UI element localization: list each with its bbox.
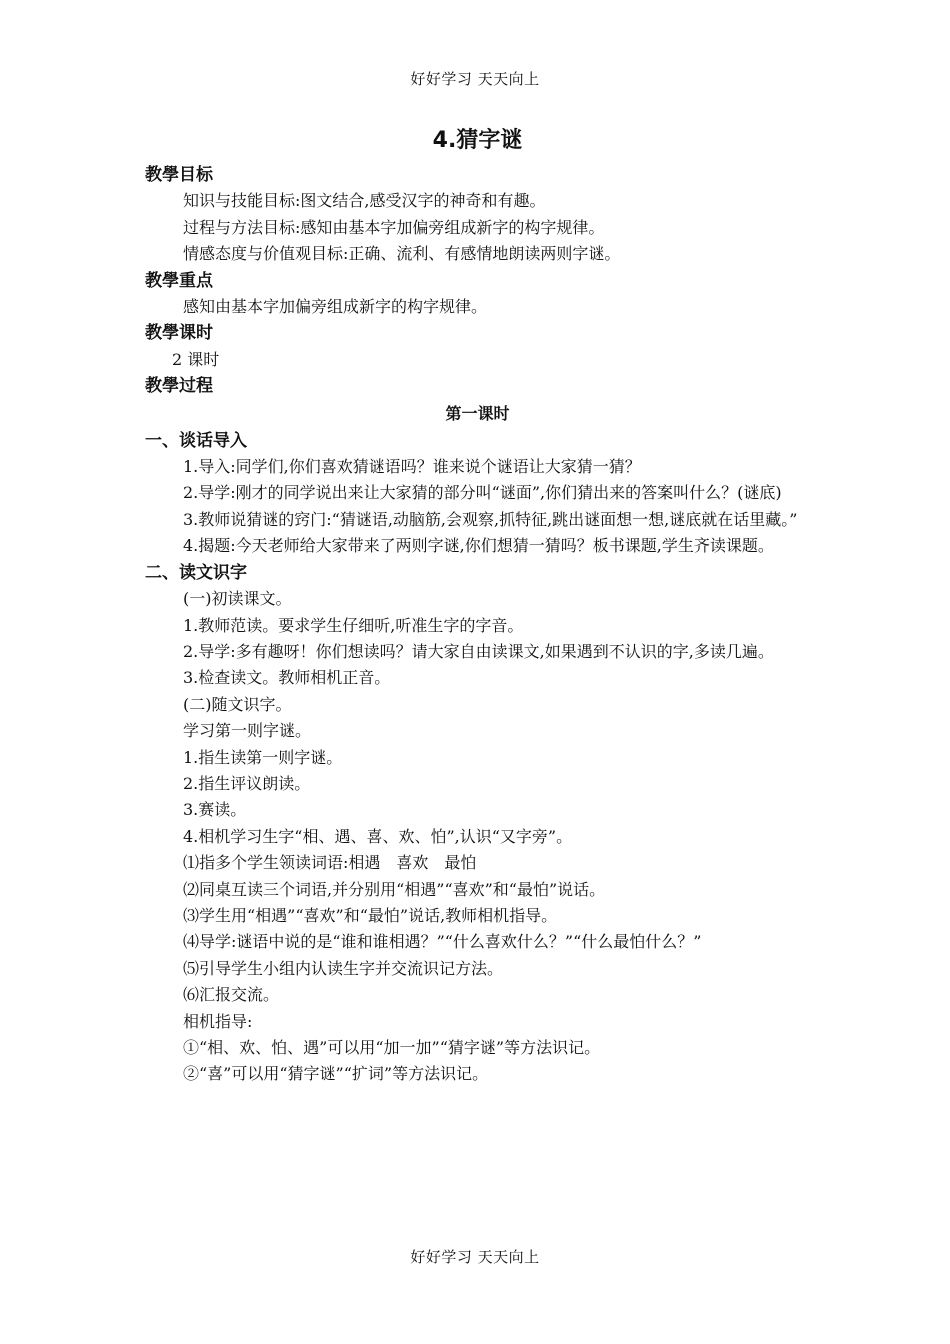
paragraph: (一)初读课文。: [183, 589, 292, 609]
paragraph: ①“相、欢、怕、遇”可以用“加一加”“猜字谜”等方法识记。: [183, 1038, 601, 1057]
part1-heading: 一、谈话导入: [145, 430, 247, 451]
paragraph: 3.教师说猜谜的窍门:“猜谜语,动脑筋,会观察,抓特征,跳出谜面想一想,谜底就在话里藏。”: [183, 509, 798, 529]
paragraph: ⑴指多个学生领读词语:相遇 喜欢 最怕: [183, 853, 477, 873]
goal-item: 过程与方法目标:感知由基本字加偏旁组成新字的构字规律。: [183, 217, 605, 237]
page-header: 好好学习 天天向上: [410, 70, 540, 88]
hours-text: 2 课时: [172, 349, 220, 369]
key-text: 感知由基本字加偏旁组成新字的构字规律。: [183, 297, 488, 317]
paragraph: ②“喜”可以用“猜字谜”“扩词”等方法识记。: [183, 1064, 489, 1084]
paragraph: ⑵同桌互读三个词语,并分别用“相遇”“喜欢”和“最怕”说话。: [183, 879, 606, 899]
paragraph: ⑷导学:谜语中说的是“谁和谁相遇？”“什么喜欢什么？”“什么最怕什么？”: [183, 932, 702, 952]
page-footer: 好好学习 天天向上: [410, 1248, 540, 1266]
paragraph: 3.赛读。: [183, 800, 247, 820]
lesson-title: 第一课时: [445, 403, 510, 423]
part2-heading: 二、读文识字: [145, 562, 247, 583]
paragraph: 3.检查读文。教师相机正音。: [183, 668, 391, 688]
paragraph: 1.导入:同学们,你们喜欢猜谜语吗？谁来说个谜语让大家猜一猜？: [183, 457, 641, 477]
paragraph: 2.导学:刚才的同学说出来让大家猜的部分叫“谜面”,你们猜出来的答案叫什么？(谜底): [183, 483, 782, 503]
goal-item: 情感态度与价值观目标:正确、流利、有感情地朗读两则字谜。: [183, 244, 621, 264]
page-title: 4.猜字谜: [432, 128, 523, 153]
paragraph: 4.相机学习生字“相、遇、喜、欢、怕”,认识“又字旁”。: [183, 826, 573, 846]
paragraph: 2.导学:多有趣呀！你们想读吗？请大家自由读课文,如果遇到不认识的字,多读几遍。: [183, 641, 774, 661]
paragraph: ⑶学生用“相遇”“喜欢”和“最怕”说话,教师相机指导。: [183, 905, 558, 925]
paragraph: 2.指生评议朗读。: [183, 773, 311, 793]
paragraph: 1.指生读第一则字谜。: [183, 747, 343, 767]
key-heading: 教學重点: [145, 270, 213, 291]
process-heading: 教學过程: [145, 376, 213, 397]
goal-item: 知识与技能目标:图文结合,感受汉字的神奇和有趣。: [183, 191, 546, 211]
document-body: [145, 126, 810, 1088]
paragraph: 4.揭题:今天老师给大家带来了两则字谜,你们想猜一猜吗？板书课题,学生齐读课题。: [183, 536, 774, 556]
paragraph: 学习第一则字谜。: [183, 721, 312, 741]
paragraph: ⑸引导学生小组内认读生字并交流识记方法。: [183, 958, 504, 978]
paragraph: (二)随文识字。: [183, 694, 292, 714]
paragraph: 相机指导:: [183, 1011, 253, 1031]
hours-heading: 教學课时: [145, 323, 213, 344]
paragraph: ⑹汇报交流。: [183, 985, 280, 1005]
goals-heading: 教學目标: [145, 165, 213, 185]
paragraph: 1.教师范读。要求学生仔细听,听准生字的字音。: [183, 615, 524, 635]
